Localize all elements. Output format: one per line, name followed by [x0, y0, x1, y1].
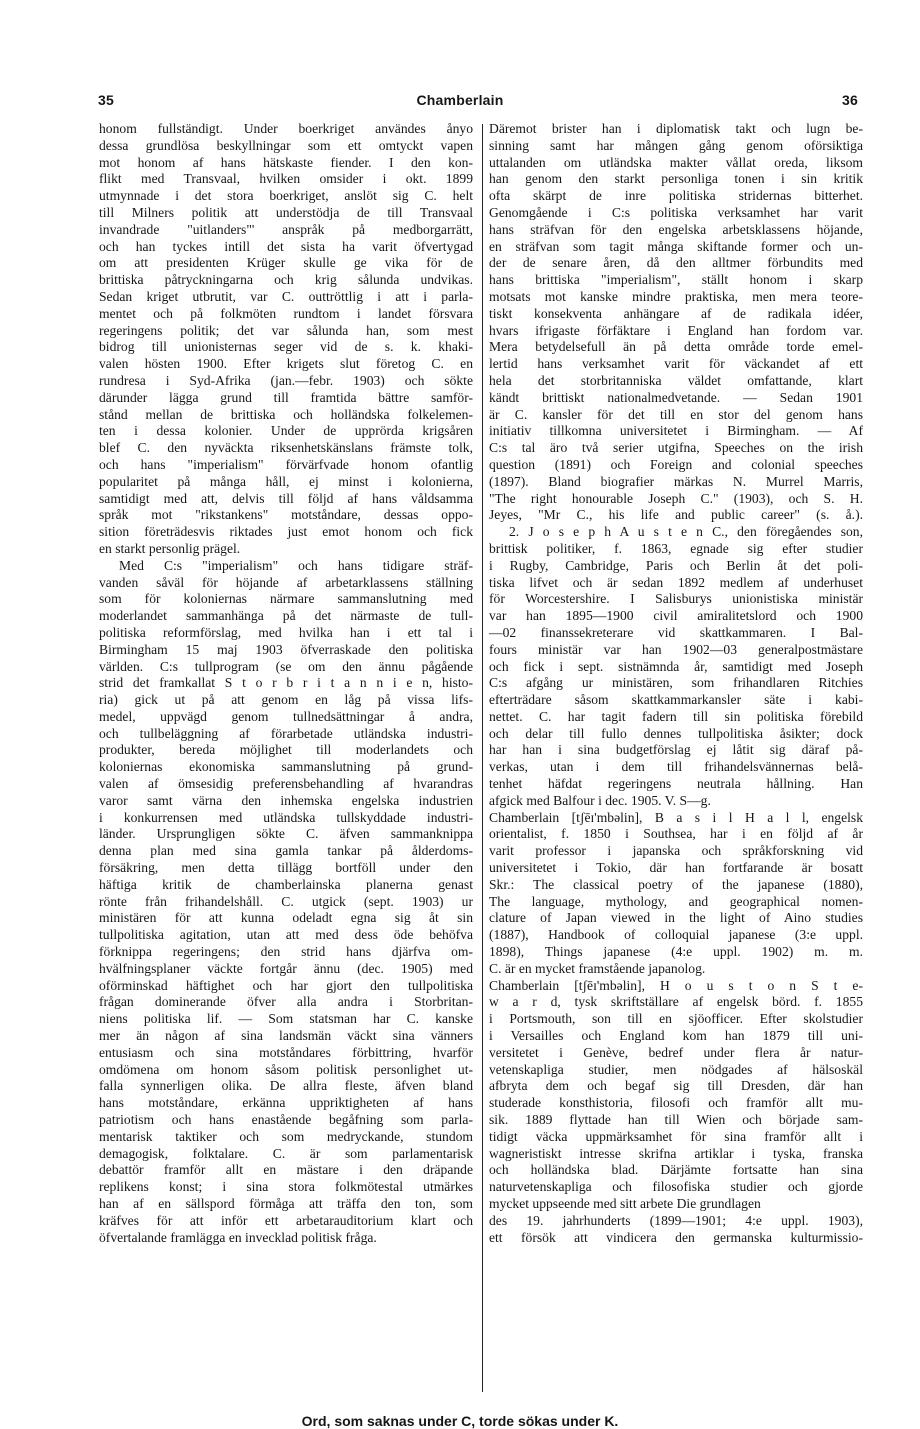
- text-line: regeringens politik; det var sålunda han, som mest: [99, 322, 473, 338]
- text-line: har han i sina budgetförslag ej låtit sig däraf på-: [489, 742, 863, 758]
- text-line: dessa grundlösa beskyllningar som ett omtyckt vapen: [99, 137, 473, 153]
- text-line: lertid hans verksamhet varit för väckandet af ett: [489, 356, 863, 372]
- text-line: kändt brittiskt nationalmedvetande. — Sedan 1901: [489, 389, 863, 405]
- text-line: orientalist, f. 1850 i Southsea, har i en följd af år: [489, 826, 863, 842]
- text-line: varit professor i japanska och språkforskning vid: [489, 843, 863, 859]
- text-line: tiskt konsekventa anhängare af de radikala idéer,: [489, 305, 863, 321]
- text-line: och hans "imperialism" förvärfvade honom ofantlig: [99, 456, 473, 472]
- text-line: i Portsmouth, son till en sjöofficer. Efter skolstudier: [489, 1011, 863, 1027]
- text-line: världen. C:s tullprogram (se om den ännu pågående: [99, 658, 473, 674]
- text-line: i Rugby, Cambridge, Paris och Berlin åt det poli-: [489, 557, 863, 573]
- text-line: för Worcestershire. I Salisburys unionistiska ministär: [489, 591, 863, 607]
- text-line: Jeyes, "Mr C., his life and public career" (s. å.).: [489, 507, 863, 523]
- text-line: mentet och på folkmöten rundtom i landet försvara: [99, 305, 473, 321]
- text-line: w a r d, tysk skriftställare af engelsk börd. f. 1855: [489, 994, 863, 1010]
- text-line: demagogisk, folktalare. C. är som parlamentarisk: [99, 1145, 473, 1161]
- text-line: tullpolitiska agitation, utan att med dess öde behöfva: [99, 927, 473, 943]
- text-line: utmynnade i det stora boerkriget, anslöt sig C. helt: [99, 188, 473, 204]
- text-line: hans sträfvan för den engelska arbetsklassens höjande,: [489, 221, 863, 237]
- text-line: strid det framkallat S t o r b r i t a n n i e n, histo-: [99, 675, 473, 691]
- text-line: oförminskad häftighet och har gjort den tullpolitiska: [99, 977, 473, 993]
- text-line: mycket uppseende med sitt arbete Die grundlagen: [489, 1196, 761, 1211]
- text-line: blef C. den nyväckta riksenhetskänslans främste tolk,: [99, 440, 473, 456]
- text-line: studerade konsthistoria, filosofi och framför allt mu-: [489, 1095, 863, 1111]
- text-line: produkter, bereda möjlighet till moderlandets och: [99, 742, 473, 758]
- text-line: denna plan med sina gamla tankar på ålderdoms-: [99, 843, 473, 859]
- text-line: valen hösten 1900. Efter krigets slut företog C. en: [99, 356, 473, 372]
- text-line: ministären för att kunna odeladt egna sig åt sin: [99, 910, 473, 926]
- text-line: brittisk politiker, f. 1863, egnade sig efter studier: [489, 540, 863, 556]
- text-line: frågan dominerande öfver alla andra i Storbritan-: [99, 994, 473, 1010]
- text-line: der de senare åren, då den alltmer förbundits med: [489, 255, 863, 271]
- text-line: till Milners politik att understödja de till Transvaal: [99, 204, 473, 220]
- text-line: Däremot brister han i diplomatisk takt och lugn be-: [489, 121, 863, 136]
- text-line: wagneristiskt intresse skrifna artiklar i tyska, franska: [489, 1145, 863, 1161]
- text-line: sinning samt har mången gång genom oförsiktiga: [489, 137, 863, 153]
- text-line: valen af ömsesidig preferensbehandling af hvarandras: [99, 776, 473, 792]
- text-line: bidrog till unionisternas seger vid de s. k. khaki-: [99, 339, 473, 355]
- text-line: han genom den starkt personliga tonen i sin kritik: [489, 171, 863, 187]
- right-column: [489, 121, 863, 1246]
- text-line: debattör framför allt en mästare i den dräpande: [99, 1162, 473, 1178]
- text-line: i konkurrensen med utländska tullskyddade industri-: [99, 809, 473, 825]
- text-line: flikt med Transvaal, hvilken omsider i okt. 1899: [99, 171, 473, 187]
- page-number-right: 36: [842, 92, 858, 108]
- text-line: afbryta dem och begaf sig till Dresden, där han: [489, 1078, 863, 1094]
- text-line: som för koloniernas närmare sammanslutning med: [99, 591, 473, 607]
- text-line: 2. J o s e p h A u s t e n C., den föregåendes son,: [509, 524, 863, 540]
- text-line: en sträfvan som tagit många skiftande former och un-: [489, 238, 863, 254]
- text-line: falla synnerligen olika. De allra fleste, äfven bland: [99, 1078, 473, 1094]
- text-line: clature of Japan viewed in the light of Aino studies: [489, 910, 863, 926]
- text-line: mentarisk taktiker och som medryckande, stundom: [99, 1128, 473, 1144]
- text-line: och delar till fullo dennes tullpolitiska åsikter; dock: [489, 725, 863, 741]
- text-line: var han 1895—1900 civil amiralitetslord och 1900: [489, 608, 863, 624]
- text-line: språk mot "rikstankens" motståndare, dessas oppo-: [99, 507, 473, 523]
- text-line: C. är en mycket framstående japanolog.: [489, 960, 706, 976]
- text-line: hvälfningsplaner väckte fortgår ännu (dec. 1905) med: [99, 960, 473, 976]
- text-line: patriotism och hans enastående begåfning som parla-: [99, 1112, 473, 1128]
- text-line: replikens konst; i sina stora folkmötestal utmärkes: [99, 1179, 473, 1195]
- text-line: question (1891) och Foreign and colonial speeches: [489, 456, 863, 472]
- text-line: häftiga kritik de chamberlainska planerna genast: [99, 876, 473, 892]
- text-line: (1887), Handbook of colloquial japanese (3:e uppl.: [489, 927, 863, 943]
- text-line: koloniernas ekonomiska sammanslutning på grund-: [99, 759, 473, 775]
- text-line: kräfves för att inför ett arbetarauditorium klart och: [99, 1212, 473, 1228]
- text-line: hela det storbritanniska väldet omfattande, klart: [489, 372, 863, 388]
- text-line: Genomgående i C:s politiska verksamhet har varit: [489, 204, 863, 220]
- text-line: versitetet i Genève, bedref under flera år natur-: [489, 1044, 863, 1060]
- text-line: därunder lägga grund till framtida bättre samför-: [99, 389, 473, 405]
- text-line: Mera betydelsefull än på detta område torde emel-: [489, 339, 863, 355]
- text-line: varor samt värna den inhemska engelska industrien: [99, 792, 473, 808]
- text-line: C:s afgång ur ministären, som frihandlaren Ritchies: [489, 675, 863, 691]
- text-line: och holländska blad. Därjämte fortsatte han sina: [489, 1162, 863, 1178]
- text-line: medel, uppvägd genom tullnedsättningar å andra,: [99, 708, 473, 724]
- text-line: nettet. C. har tagit fadern till sin politiska förebild: [489, 708, 863, 724]
- text-line: naturvetenskapliga och filosofiska studier och gjorde: [489, 1179, 863, 1195]
- left-column: [99, 121, 473, 1246]
- text-line: länder. Ursprungligen sökte C. äfven sammanknippa: [99, 826, 473, 842]
- text-line: förknippa regeringens; den strid hans djärfva om-: [99, 944, 473, 960]
- text-line: han af en sällspord förmåga att träffa den ton, som: [99, 1196, 473, 1211]
- text-line: och tullbeläggning af förarbetade utländska industri-: [99, 725, 473, 741]
- text-line: C:s tal äro två serier utgifna, Speeches on the irish: [489, 440, 863, 456]
- text-line: i Versailles och England kom han 1879 till uni-: [489, 1028, 863, 1044]
- text-line: ett försök att vindicera den germanska kulturmissio-: [489, 1229, 863, 1245]
- text-line: samtidigt med att, delvis till följd af hans våldsamma: [99, 490, 473, 506]
- text-line: en starkt personlig prägel.: [99, 540, 241, 556]
- text-line: fours ministär var han 1902—03 generalpostmästare: [489, 641, 863, 657]
- text-line: är C. kansler för det till en stor del genom hans: [489, 406, 863, 422]
- text-line: sition företrädesvis riktades just emot honom och fick: [99, 524, 473, 540]
- text-line: och han tyckes intill det sista ha varit öfvertygad: [99, 238, 473, 254]
- text-line: hans brittiska "imperialism", ställt honom i skarp: [489, 272, 863, 288]
- text-line: tiska lifvet och är sedan 1892 medlem af underhuset: [489, 574, 863, 590]
- text-line: invandrade "uitlanders"' anspråk på medborgarrätt,: [99, 221, 473, 237]
- text-line: "The right honourable Joseph C." (1903), och S. H.: [489, 490, 863, 506]
- text-line: Skr.: The classical poetry of the japanese (1880),: [489, 876, 863, 892]
- text-line: des 19. jahrhunderts (1899—1901; 4:e uppl. 1903),: [489, 1212, 863, 1228]
- text-line: hans motståndare, erkänna uppriktigheten af hans: [99, 1095, 473, 1111]
- text-line: The language, mythology, and geographical nomen-: [489, 893, 863, 909]
- text-line: ria) gick ut på att genom en låg på vissa lifs-: [99, 692, 473, 708]
- text-line: honom fullständigt. Under boerkriget användes ånyo: [99, 121, 473, 136]
- text-line: försäkring, men detta tillägg bortföll under den: [99, 860, 473, 876]
- text-line: afgick med Balfour i dec. 1905. V. S—g.: [489, 792, 711, 808]
- text-line: Chamberlain [tʃēɪ'mbəlin], B a s i l H a l l, engelsk: [489, 809, 863, 825]
- text-line: och fick i sept. sistnämnda år, samtidigt med Joseph: [489, 658, 863, 674]
- text-line: entusiasm och sina motståndares förbittring, hvarför: [99, 1044, 473, 1060]
- text-line: efterträdare såsom skattkammarkansler säte i kabi-: [489, 692, 863, 708]
- text-line: politiska reformförslag, med hvilka han i ett tal i: [99, 624, 473, 640]
- text-line: stånd mellan de brittiska och holländska folkelemen-: [99, 406, 473, 422]
- running-head: Chamberlain: [416, 92, 504, 108]
- text-line: (1897). Bland biografier märkas N. Murrel Marris,: [489, 473, 863, 489]
- text-line: uttalanden om utländska makter vållat oreda, liksom: [489, 154, 863, 170]
- text-line: mot honom af hans hätskaste fiender. I den kon-: [99, 154, 473, 170]
- column-divider: [482, 124, 483, 1392]
- text-line: Chamberlain [tʃēɪ'mbəlin], H o u s t o n S t e-: [489, 977, 863, 993]
- text-line: vetenskapliga studier, men nödgades af hälsoskäl: [489, 1061, 863, 1077]
- text-line: verkas, utan i dem till frihandelsvännernas belå-: [489, 759, 863, 775]
- text-line: —02 finanssekreterare vid skattkammaren. I Bal-: [489, 624, 863, 640]
- text-line: Birmingham 15 maj 1903 öfverraskade den politiska: [99, 641, 473, 657]
- text-line: Med C:s "imperialism" och hans tidigare sträf-: [119, 557, 473, 573]
- text-line: rönte från frihandelshåll. C. utgick (sept. 1903) ur: [99, 893, 473, 909]
- text-line: tidigt väcka uppmärksamhet för sina framför allt i: [489, 1128, 863, 1144]
- text-line: initiativ tillkomna universitetet i Birmingham. — Af: [489, 423, 863, 439]
- text-line: hvars ifrigaste förfäktare i England han fordom var.: [489, 322, 863, 338]
- text-line: sik. 1889 flyttade han till Wien och började sam-: [489, 1112, 863, 1128]
- text-line: om att presidenten Krüger skulle ge vika för de: [99, 255, 473, 271]
- text-line: mer än någon af sina landsmän väckt sina vänners: [99, 1028, 473, 1044]
- text-line: ofta skärpt de inre politiska stridernas bitterhet.: [489, 188, 863, 204]
- text-line: 1898), Things japanese (4:e uppl. 1902) m. m.: [489, 944, 863, 960]
- text-line: rundresa i Syd-Afrika (jan.—febr. 1903) och sökte: [99, 372, 473, 388]
- text-line: tenhet häfdat regeringens neutrala hållning. Han: [489, 776, 863, 792]
- text-line: omdömena om honom såsom politisk personlighet ut-: [99, 1061, 473, 1077]
- footer-note: Ord, som saknas under C, torde sökas under K.: [301, 1413, 619, 1429]
- text-line: niens politiska lif. — Som statsman har C. kanske: [99, 1011, 473, 1027]
- text-line: brittiska påtryckningarna och krig sålunda undvikas.: [99, 272, 473, 288]
- text-line: vanden såväl för höjande af arbetarklassens ställning: [99, 574, 473, 590]
- text-line: öfvertalande framlägga en invecklad politisk fråga.: [99, 1229, 377, 1245]
- text-line: popularitet på många håll, ej minst i kolonierna,: [99, 473, 473, 489]
- text-line: ten i dessa kolonier. Under de upprörda krigsåren: [99, 423, 473, 439]
- text-line: motsats mot kanske mindre praktiska, men mera teore-: [489, 288, 863, 304]
- text-line: universitetet i Tokio, där han fortfarande är bosatt: [489, 860, 863, 876]
- text-line: moderlandet sammanhänga på det närmaste de tull-: [99, 608, 473, 624]
- text-line: Sedan kriget utbrutit, var C. outtröttlig i att i parla-: [99, 288, 473, 304]
- page-number-left: 35: [98, 92, 114, 108]
